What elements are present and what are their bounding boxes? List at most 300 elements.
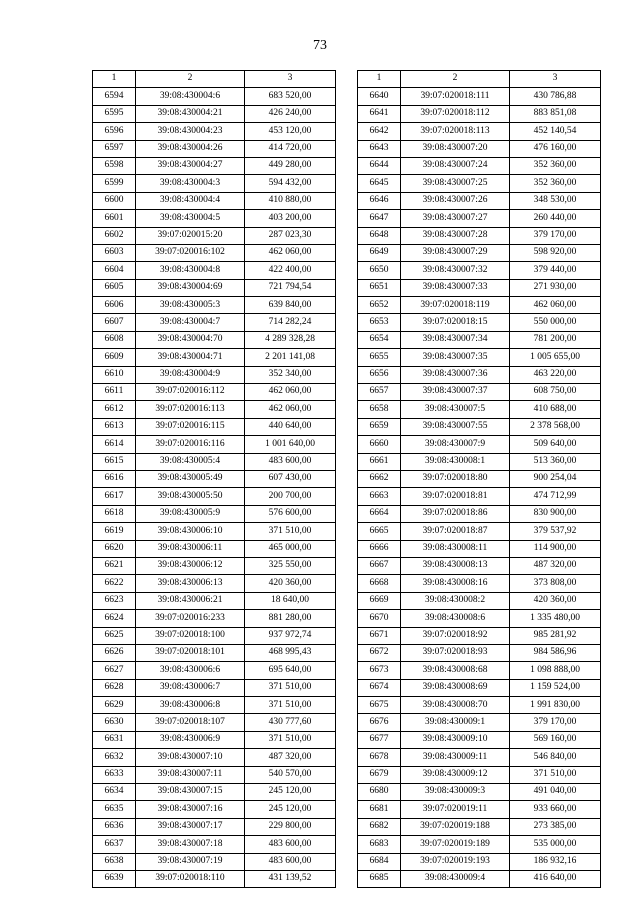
cadastral-number: 39:08:430006:6 — [136, 662, 245, 679]
right-table-body — [358, 88, 601, 888]
row-number: 6650 — [358, 262, 401, 279]
cadastral-value: 371 510,00 — [245, 731, 336, 748]
cadastral-number: 39:07:020018:100 — [136, 627, 245, 644]
page-number: 73 — [313, 38, 327, 53]
table-row — [93, 366, 336, 383]
cadastral-value: 830 900,00 — [510, 505, 601, 522]
row-number: 6662 — [358, 470, 401, 487]
table-row — [93, 488, 336, 505]
cadastral-value: 487 320,00 — [245, 749, 336, 766]
cadastral-value: 1 991 830,00 — [510, 697, 601, 714]
cadastral-value: 483 600,00 — [245, 453, 336, 470]
cadastral-value: 403 200,00 — [245, 210, 336, 227]
table-row — [93, 88, 336, 105]
table-row — [93, 157, 336, 174]
cadastral-number: 39:08:430007:27 — [401, 210, 510, 227]
row-number: 6668 — [358, 575, 401, 592]
row-number: 6635 — [93, 801, 136, 818]
table-row — [358, 436, 601, 453]
table-row — [358, 731, 601, 748]
row-number: 6651 — [358, 279, 401, 296]
cadastral-number: 39:08:430009:11 — [401, 749, 510, 766]
row-number: 6672 — [358, 644, 401, 661]
cadastral-value: 639 840,00 — [245, 297, 336, 314]
cadastral-number: 39:07:020018:112 — [401, 105, 510, 122]
cadastral-number: 39:07:020019:189 — [401, 836, 510, 853]
row-number: 6638 — [93, 853, 136, 870]
cadastral-value: 373 808,00 — [510, 575, 601, 592]
cadastral-value: 1 098 888,00 — [510, 662, 601, 679]
cadastral-value: 985 281,92 — [510, 627, 601, 644]
table-row — [93, 679, 336, 696]
cadastral-number: 39:08:430008:11 — [401, 540, 510, 557]
cadastral-number: 39:07:020016:112 — [136, 384, 245, 401]
table-row — [358, 418, 601, 435]
row-number: 6667 — [358, 557, 401, 574]
cadastral-number: 39:08:430007:16 — [136, 801, 245, 818]
table-row — [358, 349, 601, 366]
cadastral-value: 18 640,00 — [245, 592, 336, 609]
cadastral-value: 379 170,00 — [510, 714, 601, 731]
table-row — [93, 175, 336, 192]
cadastral-value: 245 120,00 — [245, 784, 336, 801]
cadastral-value: 414 720,00 — [245, 140, 336, 157]
cadastral-value: 260 440,00 — [510, 210, 601, 227]
table-row — [93, 610, 336, 627]
table-row — [358, 836, 601, 853]
cadastral-value: 431 139,52 — [245, 870, 336, 887]
cadastral-value: 449 280,00 — [245, 157, 336, 174]
cadastral-value: 273 385,00 — [510, 818, 601, 835]
cadastral-number: 39:08:430004:21 — [136, 105, 245, 122]
cadastral-value: 984 586,96 — [510, 644, 601, 661]
cadastral-number: 39:08:430004:26 — [136, 140, 245, 157]
cadastral-number: 39:08:430008:16 — [401, 575, 510, 592]
row-number: 6659 — [358, 418, 401, 435]
row-number: 6675 — [358, 697, 401, 714]
row-number: 6676 — [358, 714, 401, 731]
cadastral-value: 937 972,74 — [245, 627, 336, 644]
cadastral-number: 39:08:430006:12 — [136, 557, 245, 574]
row-number: 6614 — [93, 436, 136, 453]
row-number: 6656 — [358, 366, 401, 383]
cadastral-value: 430 786,88 — [510, 88, 601, 105]
cadastral-number: 39:07:020018:101 — [136, 644, 245, 661]
cadastral-value: 420 360,00 — [245, 575, 336, 592]
table-row — [358, 818, 601, 835]
table-row — [93, 297, 336, 314]
cadastral-number: 39:07:020018:81 — [401, 488, 510, 505]
table-row — [358, 592, 601, 609]
table-row — [358, 627, 601, 644]
cadastral-number: 39:08:430005:50 — [136, 488, 245, 505]
row-number: 6680 — [358, 784, 401, 801]
table-row — [93, 766, 336, 783]
row-number: 6657 — [358, 384, 401, 401]
cadastral-number: 39:07:020018:15 — [401, 314, 510, 331]
cadastral-value: 410 688,00 — [510, 401, 601, 418]
cadastral-value: 325 550,00 — [245, 557, 336, 574]
cadastral-value: 483 600,00 — [245, 853, 336, 870]
cadastral-number: 39:08:430007:15 — [136, 784, 245, 801]
cadastral-value: 540 570,00 — [245, 766, 336, 783]
cadastral-number: 39:07:020018:80 — [401, 470, 510, 487]
row-number: 6639 — [93, 870, 136, 887]
cadastral-value: 462 060,00 — [245, 244, 336, 261]
cadastral-value: 468 995,43 — [245, 644, 336, 661]
table-row — [358, 662, 601, 679]
cadastral-value: 422 400,00 — [245, 262, 336, 279]
cadastral-number: 39:08:430007:19 — [136, 853, 245, 870]
cadastral-number: 39:08:430006:8 — [136, 697, 245, 714]
cadastral-number: 39:07:020015:20 — [136, 227, 245, 244]
table-row — [93, 697, 336, 714]
row-number: 6654 — [358, 331, 401, 348]
row-number: 6626 — [93, 644, 136, 661]
row-number: 6684 — [358, 853, 401, 870]
cadastral-number: 39:08:430007:10 — [136, 749, 245, 766]
table-row — [93, 314, 336, 331]
row-number: 6647 — [358, 210, 401, 227]
cadastral-value: 881 280,00 — [245, 610, 336, 627]
row-number: 6634 — [93, 784, 136, 801]
table-row — [93, 714, 336, 731]
cadastral-value: 348 530,00 — [510, 192, 601, 209]
cadastral-number: 39:07:020018:110 — [136, 870, 245, 887]
cadastral-value: 430 777,60 — [245, 714, 336, 731]
cadastral-number: 39:08:430004:9 — [136, 366, 245, 383]
cadastral-number: 39:08:430004:6 — [136, 88, 245, 105]
table-row — [358, 331, 601, 348]
table-row — [358, 105, 601, 122]
cadastral-value: 463 220,00 — [510, 366, 601, 383]
row-number: 6624 — [93, 610, 136, 627]
cadastral-number: 39:08:430007:33 — [401, 279, 510, 296]
table-row — [93, 436, 336, 453]
row-number: 6666 — [358, 540, 401, 557]
cadastral-value: 416 640,00 — [510, 870, 601, 887]
table-row — [93, 523, 336, 540]
table-row — [358, 470, 601, 487]
cadastral-number: 39:08:430004:4 — [136, 192, 245, 209]
cadastral-number: 39:07:020018:86 — [401, 505, 510, 522]
row-number: 6641 — [358, 105, 401, 122]
row-number: 6612 — [93, 401, 136, 418]
row-number: 6646 — [358, 192, 401, 209]
cadastral-number: 39:08:430004:7 — [136, 314, 245, 331]
row-number: 6616 — [93, 470, 136, 487]
cadastral-value: 781 200,00 — [510, 331, 601, 348]
cadastral-number: 39:08:430005:49 — [136, 470, 245, 487]
cadastral-number: 39:08:430009:10 — [401, 731, 510, 748]
cadastral-number: 39:08:430007:37 — [401, 384, 510, 401]
cadastral-number: 39:08:430007:9 — [401, 436, 510, 453]
cadastral-value: 513 360,00 — [510, 453, 601, 470]
cadastral-value: 186 932,16 — [510, 853, 601, 870]
cadastral-number: 39:08:430007:32 — [401, 262, 510, 279]
table-row — [93, 853, 336, 870]
table-row — [93, 123, 336, 140]
row-number: 6682 — [358, 818, 401, 835]
cadastral-number: 39:07:020019:193 — [401, 853, 510, 870]
table-row — [93, 418, 336, 435]
row-number: 6608 — [93, 331, 136, 348]
cadastral-value: 594 432,00 — [245, 175, 336, 192]
row-number: 6622 — [93, 575, 136, 592]
row-number: 6678 — [358, 749, 401, 766]
cadastral-number: 39:08:430007:55 — [401, 418, 510, 435]
cadastral-number: 39:08:430007:20 — [401, 140, 510, 157]
cadastral-value: 550 000,00 — [510, 314, 601, 331]
cadastral-number: 39:08:430007:11 — [136, 766, 245, 783]
cadastral-number: 39:08:430007:24 — [401, 157, 510, 174]
row-number: 6681 — [358, 801, 401, 818]
cadastral-number: 39:08:430009:3 — [401, 784, 510, 801]
column-header: 3 — [245, 71, 336, 88]
table-row — [93, 192, 336, 209]
cadastral-number: 39:08:430008:6 — [401, 610, 510, 627]
column-header: 2 — [401, 71, 510, 88]
table-header-row — [93, 71, 336, 88]
row-number: 6677 — [358, 731, 401, 748]
row-number: 6619 — [93, 523, 136, 540]
cadastral-number: 39:08:430004:27 — [136, 157, 245, 174]
table-row — [358, 870, 601, 887]
table-row — [93, 262, 336, 279]
table-row — [358, 801, 601, 818]
cadastral-number: 39:08:430007:26 — [401, 192, 510, 209]
cadastral-number: 39:08:430008:69 — [401, 679, 510, 696]
cadastral-value: 465 000,00 — [245, 540, 336, 557]
row-number: 6603 — [93, 244, 136, 261]
cadastral-number: 39:08:430004:69 — [136, 279, 245, 296]
cadastral-number: 39:07:020018:107 — [136, 714, 245, 731]
row-number: 6664 — [358, 505, 401, 522]
cadastral-value: 379 537,92 — [510, 523, 601, 540]
table-row — [93, 644, 336, 661]
table-row — [358, 610, 601, 627]
cadastral-value: 440 640,00 — [245, 418, 336, 435]
cadastral-value: 933 660,00 — [510, 801, 601, 818]
cadastral-value: 607 430,00 — [245, 470, 336, 487]
cadastral-number: 39:08:430009:1 — [401, 714, 510, 731]
table-row — [93, 575, 336, 592]
row-number: 6653 — [358, 314, 401, 331]
cadastral-value: 452 140,54 — [510, 123, 601, 140]
cadastral-number: 39:07:020016:115 — [136, 418, 245, 435]
cadastral-value: 352 340,00 — [245, 366, 336, 383]
table-row — [93, 836, 336, 853]
table-row — [93, 279, 336, 296]
table-row — [93, 784, 336, 801]
row-number: 6606 — [93, 297, 136, 314]
table-row — [93, 140, 336, 157]
row-number: 6669 — [358, 592, 401, 609]
cadastral-number: 39:08:430009:12 — [401, 766, 510, 783]
row-number: 6605 — [93, 279, 136, 296]
table-row — [358, 523, 601, 540]
row-number: 6636 — [93, 818, 136, 835]
table-row — [358, 366, 601, 383]
cadastral-number: 39:08:430006:10 — [136, 523, 245, 540]
cadastral-number: 39:08:430004:70 — [136, 331, 245, 348]
table-row — [358, 123, 601, 140]
row-number: 6611 — [93, 384, 136, 401]
row-number: 6627 — [93, 662, 136, 679]
table-row — [93, 592, 336, 609]
table-row — [358, 540, 601, 557]
table-row — [93, 384, 336, 401]
row-number: 6628 — [93, 679, 136, 696]
cadastral-value: 487 320,00 — [510, 557, 601, 574]
cadastral-number: 39:07:020016:233 — [136, 610, 245, 627]
cadastral-value: 1 001 640,00 — [245, 436, 336, 453]
left-table — [92, 70, 336, 888]
row-number: 6673 — [358, 662, 401, 679]
cadastral-value: 1 005 655,00 — [510, 349, 601, 366]
table-row — [358, 714, 601, 731]
cadastral-number: 39:08:430008:2 — [401, 592, 510, 609]
table-row — [93, 331, 336, 348]
cadastral-value: 410 880,00 — [245, 192, 336, 209]
cadastral-value: 371 510,00 — [245, 697, 336, 714]
cadastral-value: 229 800,00 — [245, 818, 336, 835]
row-number: 6615 — [93, 453, 136, 470]
row-number: 6618 — [93, 505, 136, 522]
cadastral-value: 476 160,00 — [510, 140, 601, 157]
cadastral-number: 39:08:430008:1 — [401, 453, 510, 470]
cadastral-number: 39:08:430006:21 — [136, 592, 245, 609]
row-number: 6658 — [358, 401, 401, 418]
table-row — [358, 784, 601, 801]
left-table-body — [93, 88, 336, 888]
table-row — [358, 488, 601, 505]
table-row — [358, 227, 601, 244]
cadastral-value: 576 600,00 — [245, 505, 336, 522]
row-number: 6648 — [358, 227, 401, 244]
table-row — [93, 244, 336, 261]
table-row — [93, 540, 336, 557]
table-row — [93, 453, 336, 470]
table-header-row — [358, 71, 601, 88]
row-number: 6683 — [358, 836, 401, 853]
row-number: 6617 — [93, 488, 136, 505]
row-number: 6601 — [93, 210, 136, 227]
table-row — [93, 731, 336, 748]
cadastral-number: 39:08:430007:28 — [401, 227, 510, 244]
row-number: 6642 — [358, 123, 401, 140]
cadastral-number: 39:07:020016:116 — [136, 436, 245, 453]
table-row — [358, 766, 601, 783]
row-number: 6595 — [93, 105, 136, 122]
cadastral-number: 39:08:430007:36 — [401, 366, 510, 383]
row-number: 6610 — [93, 366, 136, 383]
cadastral-value: 900 254,04 — [510, 470, 601, 487]
cadastral-value: 1 159 524,00 — [510, 679, 601, 696]
table-row — [358, 557, 601, 574]
table-row — [93, 627, 336, 644]
table-row — [93, 557, 336, 574]
table-row — [358, 853, 601, 870]
cadastral-value: 883 851,08 — [510, 105, 601, 122]
row-number: 6663 — [358, 488, 401, 505]
row-number: 6596 — [93, 123, 136, 140]
row-number: 6630 — [93, 714, 136, 731]
cadastral-number: 39:08:430007:25 — [401, 175, 510, 192]
table-row — [358, 210, 601, 227]
cadastral-number: 39:07:020018:111 — [401, 88, 510, 105]
cadastral-number: 39:08:430007:34 — [401, 331, 510, 348]
row-number: 6594 — [93, 88, 136, 105]
cadastral-value: 695 640,00 — [245, 662, 336, 679]
cadastral-number: 39:07:020018:87 — [401, 523, 510, 540]
row-number: 6623 — [93, 592, 136, 609]
cadastral-number: 39:08:430006:7 — [136, 679, 245, 696]
cadastral-number: 39:08:430009:4 — [401, 870, 510, 887]
row-number: 6632 — [93, 749, 136, 766]
row-number: 6640 — [358, 88, 401, 105]
cadastral-number: 39:08:430007:29 — [401, 244, 510, 261]
table-row — [358, 505, 601, 522]
cadastral-number: 39:07:020018:113 — [401, 123, 510, 140]
cadastral-value: 546 840,00 — [510, 749, 601, 766]
cadastral-number: 39:08:430007:17 — [136, 818, 245, 835]
column-header: 3 — [510, 71, 601, 88]
table-row — [358, 262, 601, 279]
cadastral-number: 39:08:430004:71 — [136, 349, 245, 366]
row-number: 6609 — [93, 349, 136, 366]
row-number: 6661 — [358, 453, 401, 470]
cadastral-value: 379 170,00 — [510, 227, 601, 244]
row-number: 6671 — [358, 627, 401, 644]
row-number: 6613 — [93, 418, 136, 435]
cadastral-number: 39:08:430008:13 — [401, 557, 510, 574]
row-number: 6602 — [93, 227, 136, 244]
cadastral-number: 39:08:430008:68 — [401, 662, 510, 679]
table-row — [93, 818, 336, 835]
table-row — [358, 279, 601, 296]
table-row — [93, 662, 336, 679]
cadastral-number: 39:07:020019:188 — [401, 818, 510, 835]
cadastral-value: 462 060,00 — [245, 401, 336, 418]
cadastral-number: 39:08:430004:5 — [136, 210, 245, 227]
cadastral-number: 39:08:430005:3 — [136, 297, 245, 314]
table-row — [93, 210, 336, 227]
cadastral-number: 39:07:020018:93 — [401, 644, 510, 661]
cadastral-value: 287 023,30 — [245, 227, 336, 244]
row-number: 6660 — [358, 436, 401, 453]
cadastral-value: 683 520,00 — [245, 88, 336, 105]
row-number: 6674 — [358, 679, 401, 696]
cadastral-value: 721 794,54 — [245, 279, 336, 296]
cadastral-value: 2 378 568,00 — [510, 418, 601, 435]
cadastral-value: 535 000,00 — [510, 836, 601, 853]
cadastral-value: 608 750,00 — [510, 384, 601, 401]
table-row — [93, 105, 336, 122]
row-number: 6644 — [358, 157, 401, 174]
cadastral-value: 569 160,00 — [510, 731, 601, 748]
table-row — [358, 244, 601, 261]
cadastral-value: 509 640,00 — [510, 436, 601, 453]
table-row — [358, 88, 601, 105]
cadastral-number: 39:07:020019:11 — [401, 801, 510, 818]
table-row — [358, 297, 601, 314]
cadastral-value: 426 240,00 — [245, 105, 336, 122]
cadastral-value: 474 712,99 — [510, 488, 601, 505]
cadastral-number: 39:08:430006:9 — [136, 731, 245, 748]
row-number: 6600 — [93, 192, 136, 209]
cadastral-value: 245 120,00 — [245, 801, 336, 818]
